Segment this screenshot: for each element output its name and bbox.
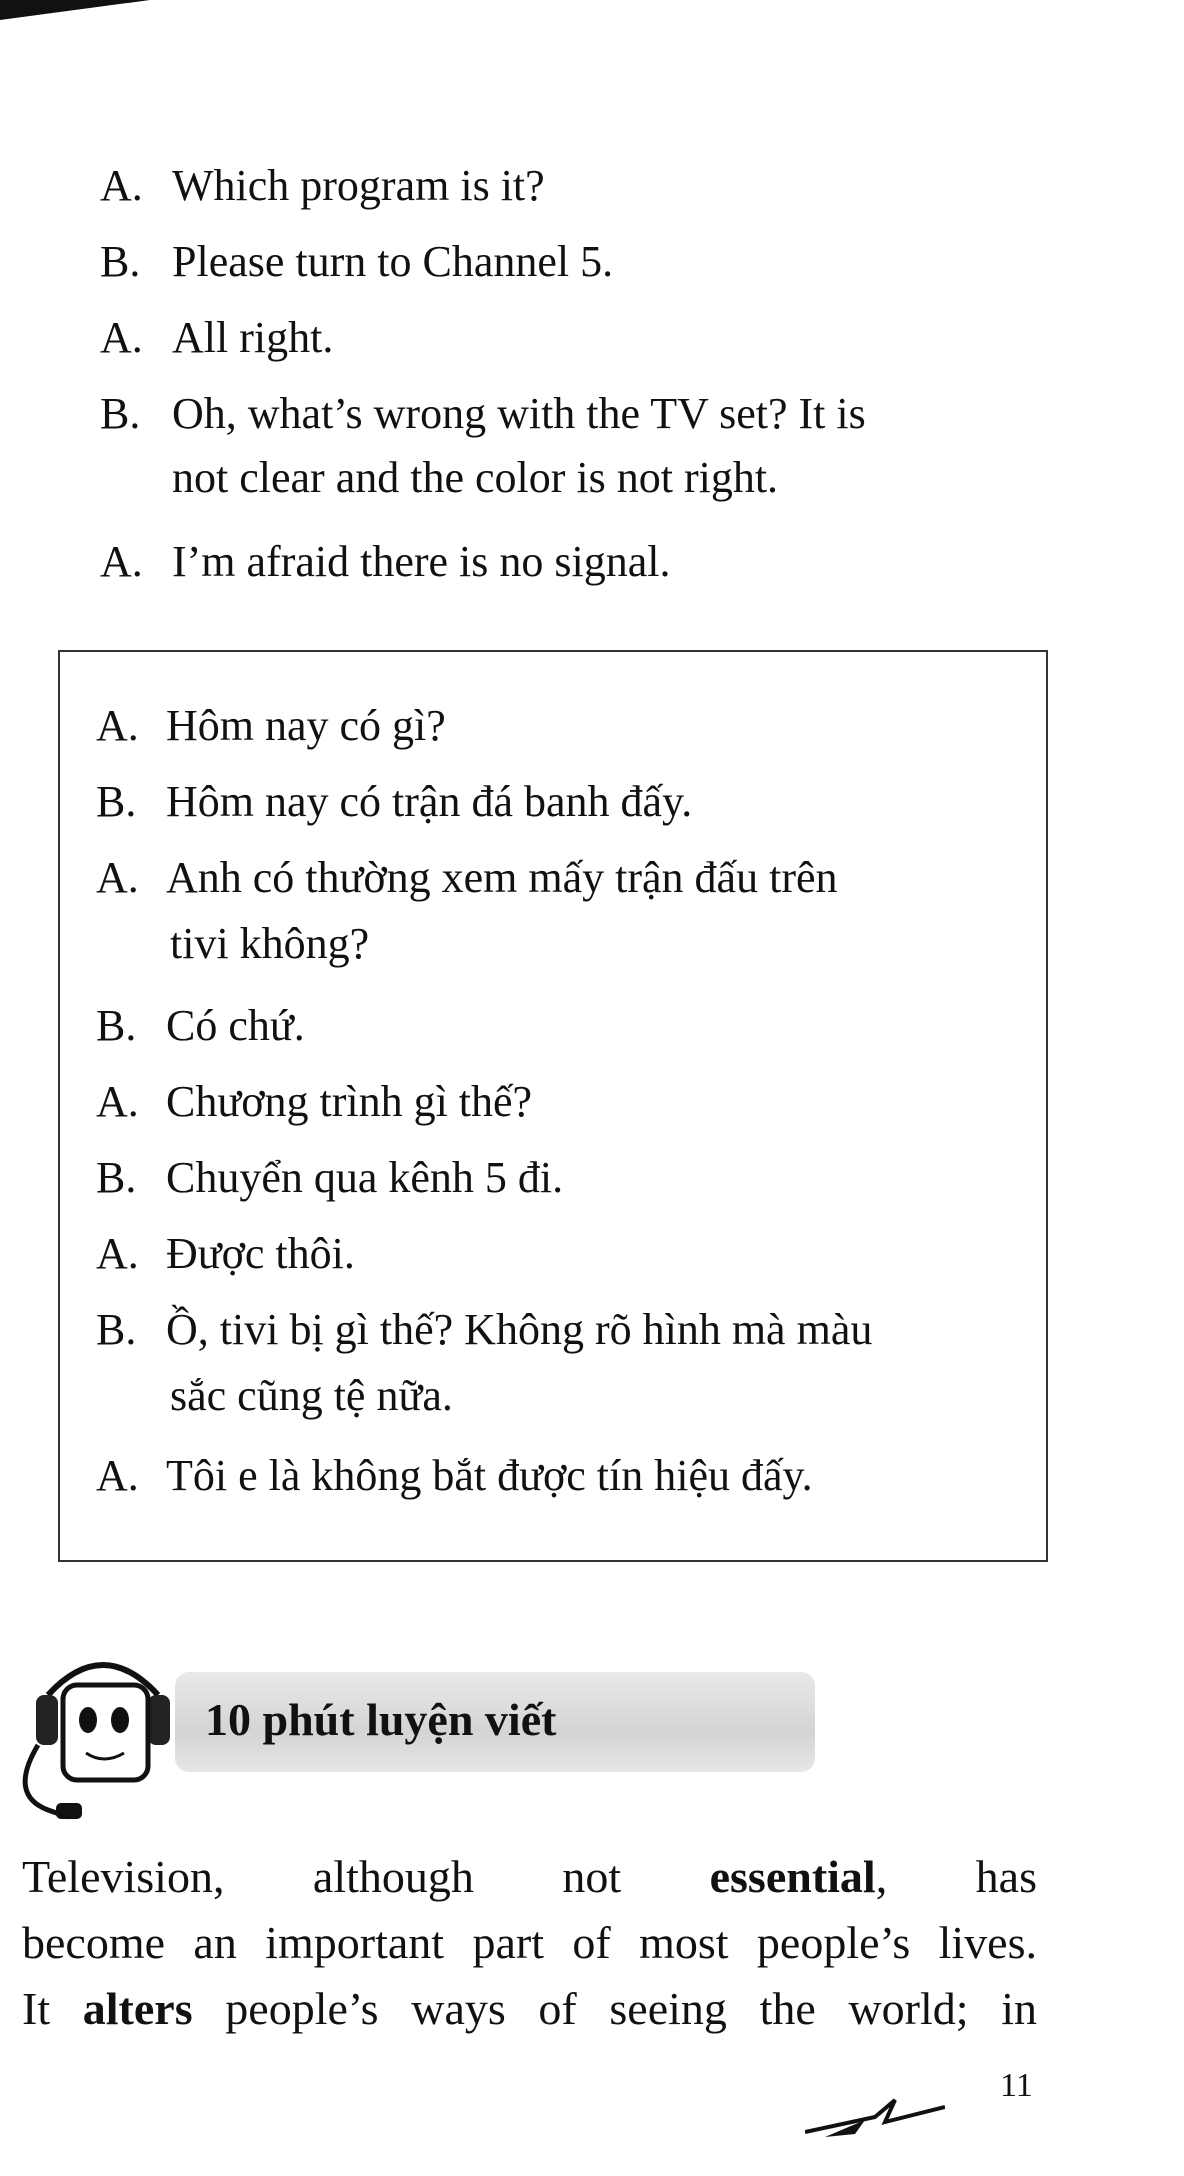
vietnamese-line: [96, 852, 838, 904]
paragraph-line: [22, 1850, 1037, 1904]
english-line: [100, 536, 671, 588]
speaker-label: B.: [96, 1305, 137, 1354]
line-text: Có chứ.: [166, 1001, 305, 1050]
bold-term: alters: [82, 1983, 193, 2034]
english-line: [100, 388, 866, 440]
line-text: Hôm nay có gì?: [166, 701, 446, 750]
paragraph-line: [22, 1982, 1037, 2036]
line-text: not clear and the color is not right.: [172, 453, 779, 502]
top-edge-mark: [0, 0, 150, 20]
speaker-label: A.: [96, 853, 139, 902]
vietnamese-line: [96, 1000, 305, 1052]
line-text: Please turn to Channel 5.: [172, 237, 614, 286]
text: , has: [875, 1851, 1037, 1902]
english-line-continuation: [172, 452, 778, 504]
english-line: [100, 160, 545, 212]
headphone-mascot-icon: [8, 1625, 198, 1825]
bold-term: essential: [709, 1851, 876, 1902]
english-line: [100, 236, 613, 288]
speaker-label: B.: [96, 1001, 137, 1050]
line-text: tivi không?: [170, 919, 370, 968]
speaker-label: A.: [96, 1229, 139, 1278]
speaker-label: B.: [100, 237, 141, 286]
footer-ornament-icon: [805, 2092, 945, 2142]
speaker-label: B.: [100, 389, 141, 438]
vietnamese-line: [96, 1076, 532, 1128]
line-text: sắc cũng tệ nữa.: [170, 1371, 453, 1420]
speaker-label: A.: [96, 701, 139, 750]
line-text: Which program is it?: [172, 161, 545, 210]
speaker-label: B.: [96, 1153, 137, 1202]
line-text: Chuyển qua kênh 5 đi.: [166, 1153, 564, 1202]
line-text: Hôm nay có trận đá banh đấy.: [166, 777, 693, 826]
paragraph-line: become an important part of most people’s lives.: [22, 1917, 1037, 1968]
vietnamese-line: [96, 700, 446, 752]
english-line: [100, 312, 333, 364]
vietnamese-line: [96, 1304, 872, 1356]
vietnamese-line: [96, 1152, 563, 1204]
line-text: Được thôi.: [166, 1229, 355, 1278]
line-text: Ồ, tivi bị gì thế? Không rõ hình mà màu: [166, 1305, 873, 1354]
text: Television, although not: [22, 1851, 710, 1902]
line-text: Anh có thường xem mấy trận đấu trên: [166, 853, 838, 902]
line-text: I’m afraid there is no signal.: [172, 537, 671, 586]
section-title: 10 phút luyện viết: [205, 1694, 557, 1745]
text: people’s ways of seeing the world; in: [192, 1983, 1037, 2034]
line-text: Tôi e là không bắt được tín hiệu đấy.: [166, 1451, 813, 1500]
line-text: All right.: [172, 313, 334, 362]
vietnamese-line-continuation: [170, 1370, 453, 1422]
speaker-label: B.: [96, 777, 137, 826]
page-number: 11: [1000, 2067, 1033, 2104]
speaker-label: A.: [96, 1451, 139, 1500]
text: It: [22, 1983, 83, 2034]
vietnamese-line-continuation: [170, 918, 369, 970]
vietnamese-line: [96, 1450, 813, 1502]
speaker-label: A.: [100, 161, 143, 210]
speaker-label: A.: [96, 1077, 139, 1126]
speaker-label: A.: [100, 313, 143, 362]
vietnamese-line: [96, 776, 692, 828]
vietnamese-line: [96, 1228, 355, 1280]
line-text: Oh, what’s wrong with the TV set? It is: [172, 389, 866, 438]
speaker-label: A.: [100, 537, 143, 586]
line-text: Chương trình gì thế?: [166, 1077, 533, 1126]
